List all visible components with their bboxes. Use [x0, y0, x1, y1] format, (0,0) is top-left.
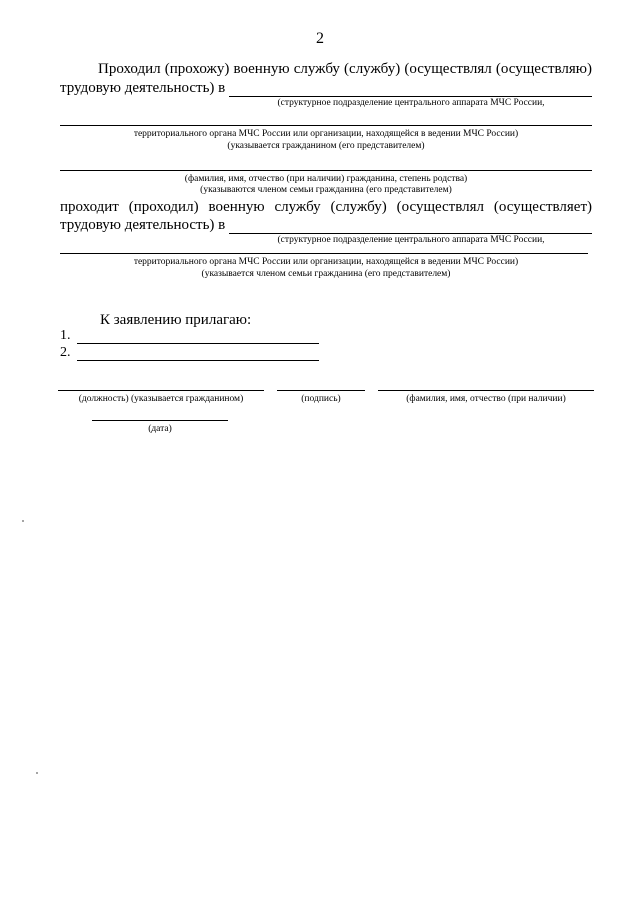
attachment-field-1[interactable] [77, 331, 319, 344]
attachment-item-1 [60, 328, 319, 344]
attachment-number-1: 1. [60, 328, 71, 343]
position-field[interactable] [58, 390, 264, 391]
signature-caption: (подпись) [301, 394, 341, 404]
section2-caption-territorial: территориального органа МЧС России или организации, находящейся в ведении МЧС России) [133, 257, 519, 267]
section1-org-field[interactable] [229, 83, 592, 97]
page-number: 2 [316, 30, 324, 47]
section2-caption-family-member: (указывается членом семьи гражданина (его представителем) [201, 269, 451, 279]
section1-caption-family-name: (фамилия, имя, отчество (при наличии) гражданина, степень родства) [184, 174, 468, 184]
section2-line2-text: трудовую деятельность) в [60, 217, 226, 233]
position-caption: (должность) (указывается гражданином) [78, 394, 244, 404]
date-caption: (дата) [148, 424, 172, 434]
section1-caption-citizen: (указывается гражданином (его представителем) [227, 141, 425, 151]
section1-line2-text: трудовую деятельность) в [60, 80, 226, 96]
signature-field[interactable] [277, 390, 365, 391]
section1-line2 [60, 79, 592, 97]
section2-line2 [60, 216, 592, 234]
attachments-title: К заявлению прилагаю: [100, 312, 252, 328]
scan-speck [36, 772, 38, 774]
section1-field-line2[interactable] [60, 125, 592, 126]
attachment-number-2: 2. [60, 345, 71, 360]
section2-caption-structural: (структурное подразделение центрального аппарата МЧС России, [277, 235, 545, 245]
attachment-item-2 [60, 345, 319, 361]
full-name-caption: (фамилия, имя, отчество (при наличии) [406, 394, 566, 404]
date-field[interactable] [92, 420, 228, 421]
section2-line1: проходит (проходил) военную службу (службу) (осуществлял (осуществляет) [60, 199, 592, 215]
section2-field-line2[interactable] [60, 253, 588, 254]
section1-caption-territorial: территориального органа МЧС России или организации, находящейся в ведении МЧС России) [133, 129, 519, 139]
attachment-field-2[interactable] [77, 348, 319, 361]
section2-org-field[interactable] [229, 220, 592, 234]
section1-caption-family-member: (указываются членом семьи гражданина (его представителем) [200, 185, 452, 195]
section1-caption-structural: (структурное подразделение центрального аппарата МЧС России, [277, 98, 545, 108]
section1-family-name-field[interactable] [60, 170, 592, 171]
section1-line1: Проходил (прохожу) военную службу (службу) (осуществлял (осуществляю) [98, 61, 592, 77]
full-name-field[interactable] [378, 390, 594, 391]
scan-speck [22, 520, 24, 522]
